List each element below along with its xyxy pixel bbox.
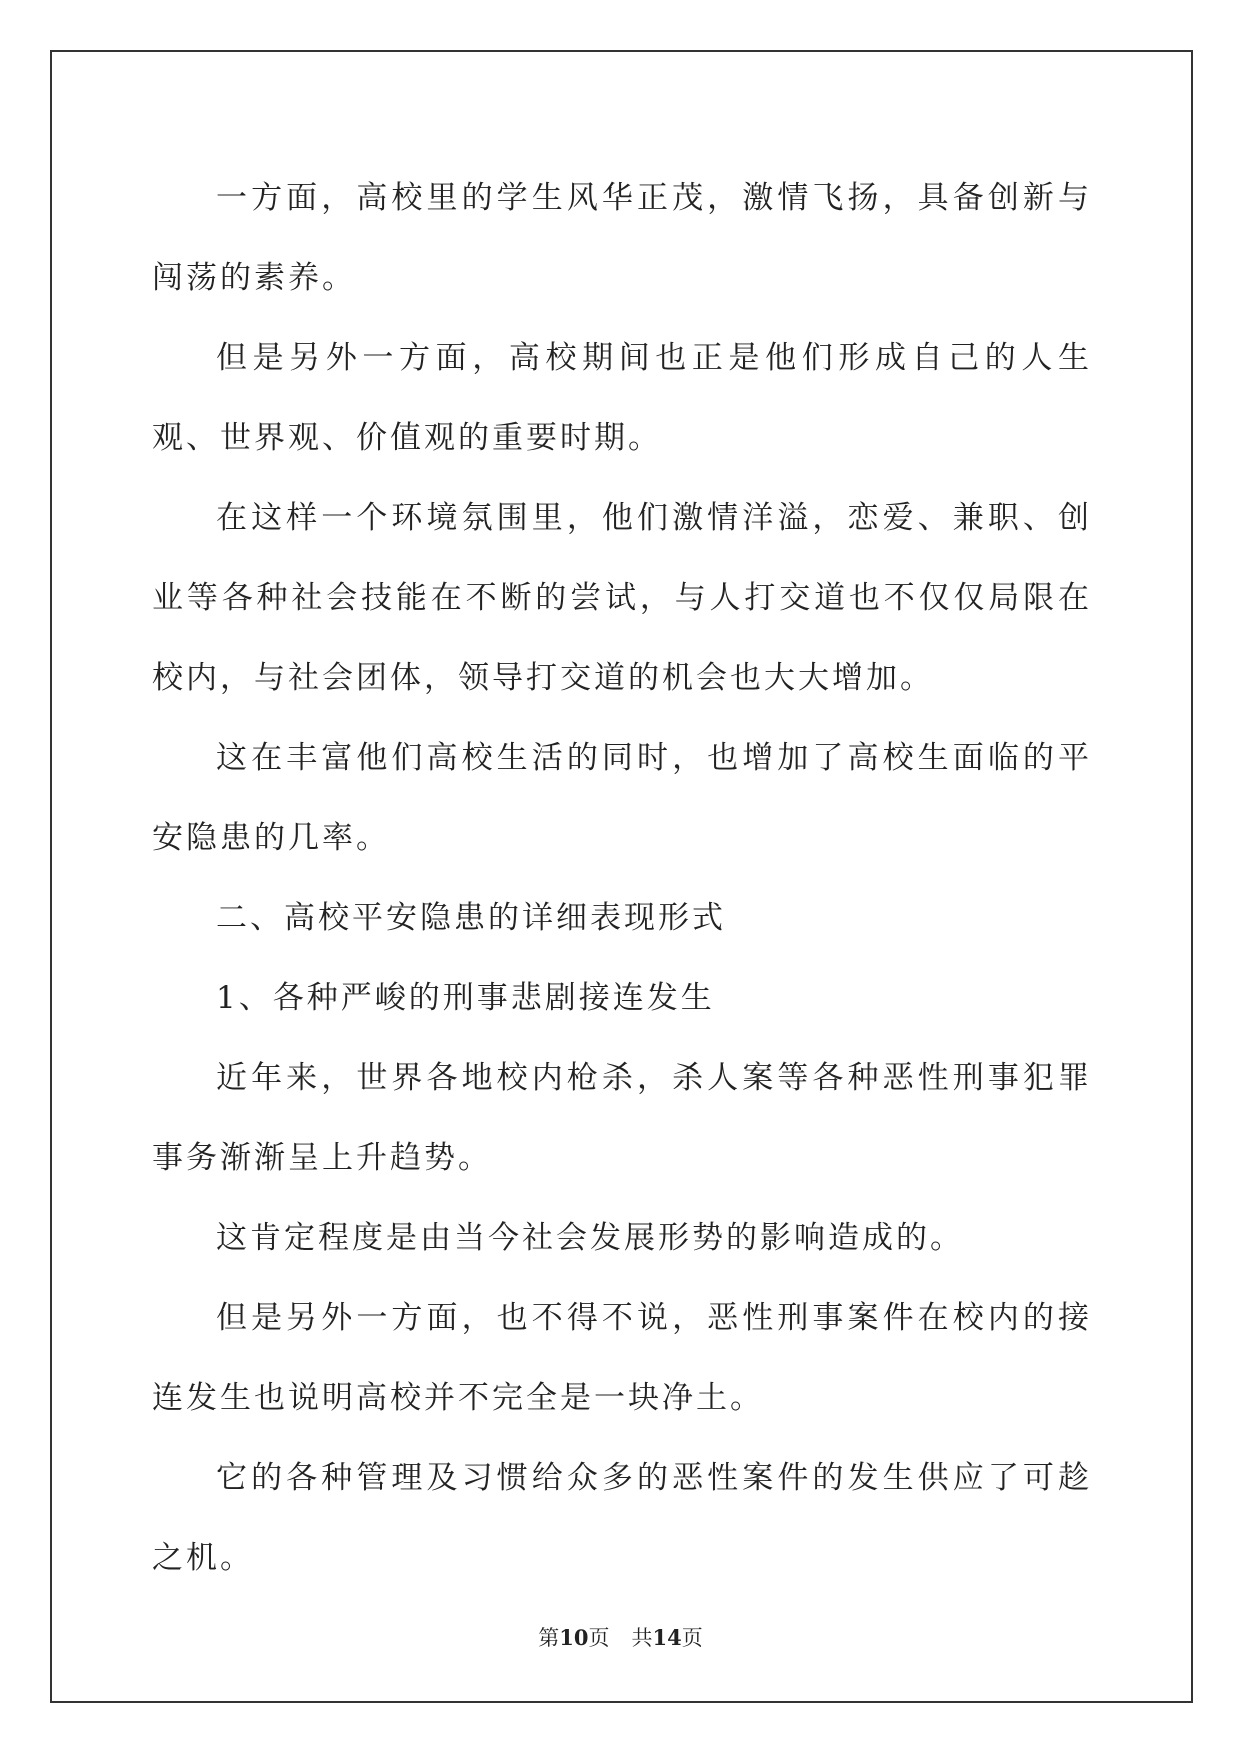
paragraph: 但是另外一方面，高校期间也正是他们形成自己的人生观、世界观、价值观的重要时期。	[152, 340, 1092, 456]
paragraph: 近年来，世界各地校内枪杀，杀人案等各种恶性刑事犯罪事务渐渐呈上升趋势。	[152, 1060, 1092, 1176]
paragraph: 但是另外一方面，也不得不说，恶性刑事案件在校内的接连发生也说明高校并不完全是一块净土。	[152, 1300, 1092, 1416]
total-suffix: 页	[681, 1626, 703, 1650]
page-suffix: 页	[588, 1626, 610, 1650]
total-prefix: 共	[631, 1626, 653, 1650]
total-pages: 14	[652, 1625, 682, 1650]
page-prefix: 第	[538, 1626, 560, 1650]
page-footer	[0, 1622, 1241, 1652]
page-number: 10	[559, 1625, 589, 1650]
paragraph: 这肯定程度是由当今社会发展形势的影响造成的。	[216, 1220, 964, 1256]
paragraph: 在这样一个环境氛围里，他们激情洋溢，恋爱、兼职、创业等各种社会技能在不断的尝试，与人打交道也不仅仅局限在校内，与社会团体，领导打交道的机会也大大增加。	[152, 500, 1092, 696]
section-heading: 二、高校平安隐患的详细表现形式	[216, 900, 726, 936]
paragraph: 这在丰富他们高校生活的同时，也增加了高校生面临的平安隐患的几率。	[152, 740, 1092, 856]
subsection-heading: 1、各种严峻的刑事悲剧接连发生	[216, 980, 715, 1016]
paragraph: 一方面，高校里的学生风华正茂，激情飞扬，具备创新与闯荡的素养。	[152, 180, 1092, 296]
paragraph: 它的各种管理及习惯给众多的恶性案件的发生供应了可趁之机。	[152, 1460, 1092, 1576]
document-body	[152, 158, 1092, 1598]
